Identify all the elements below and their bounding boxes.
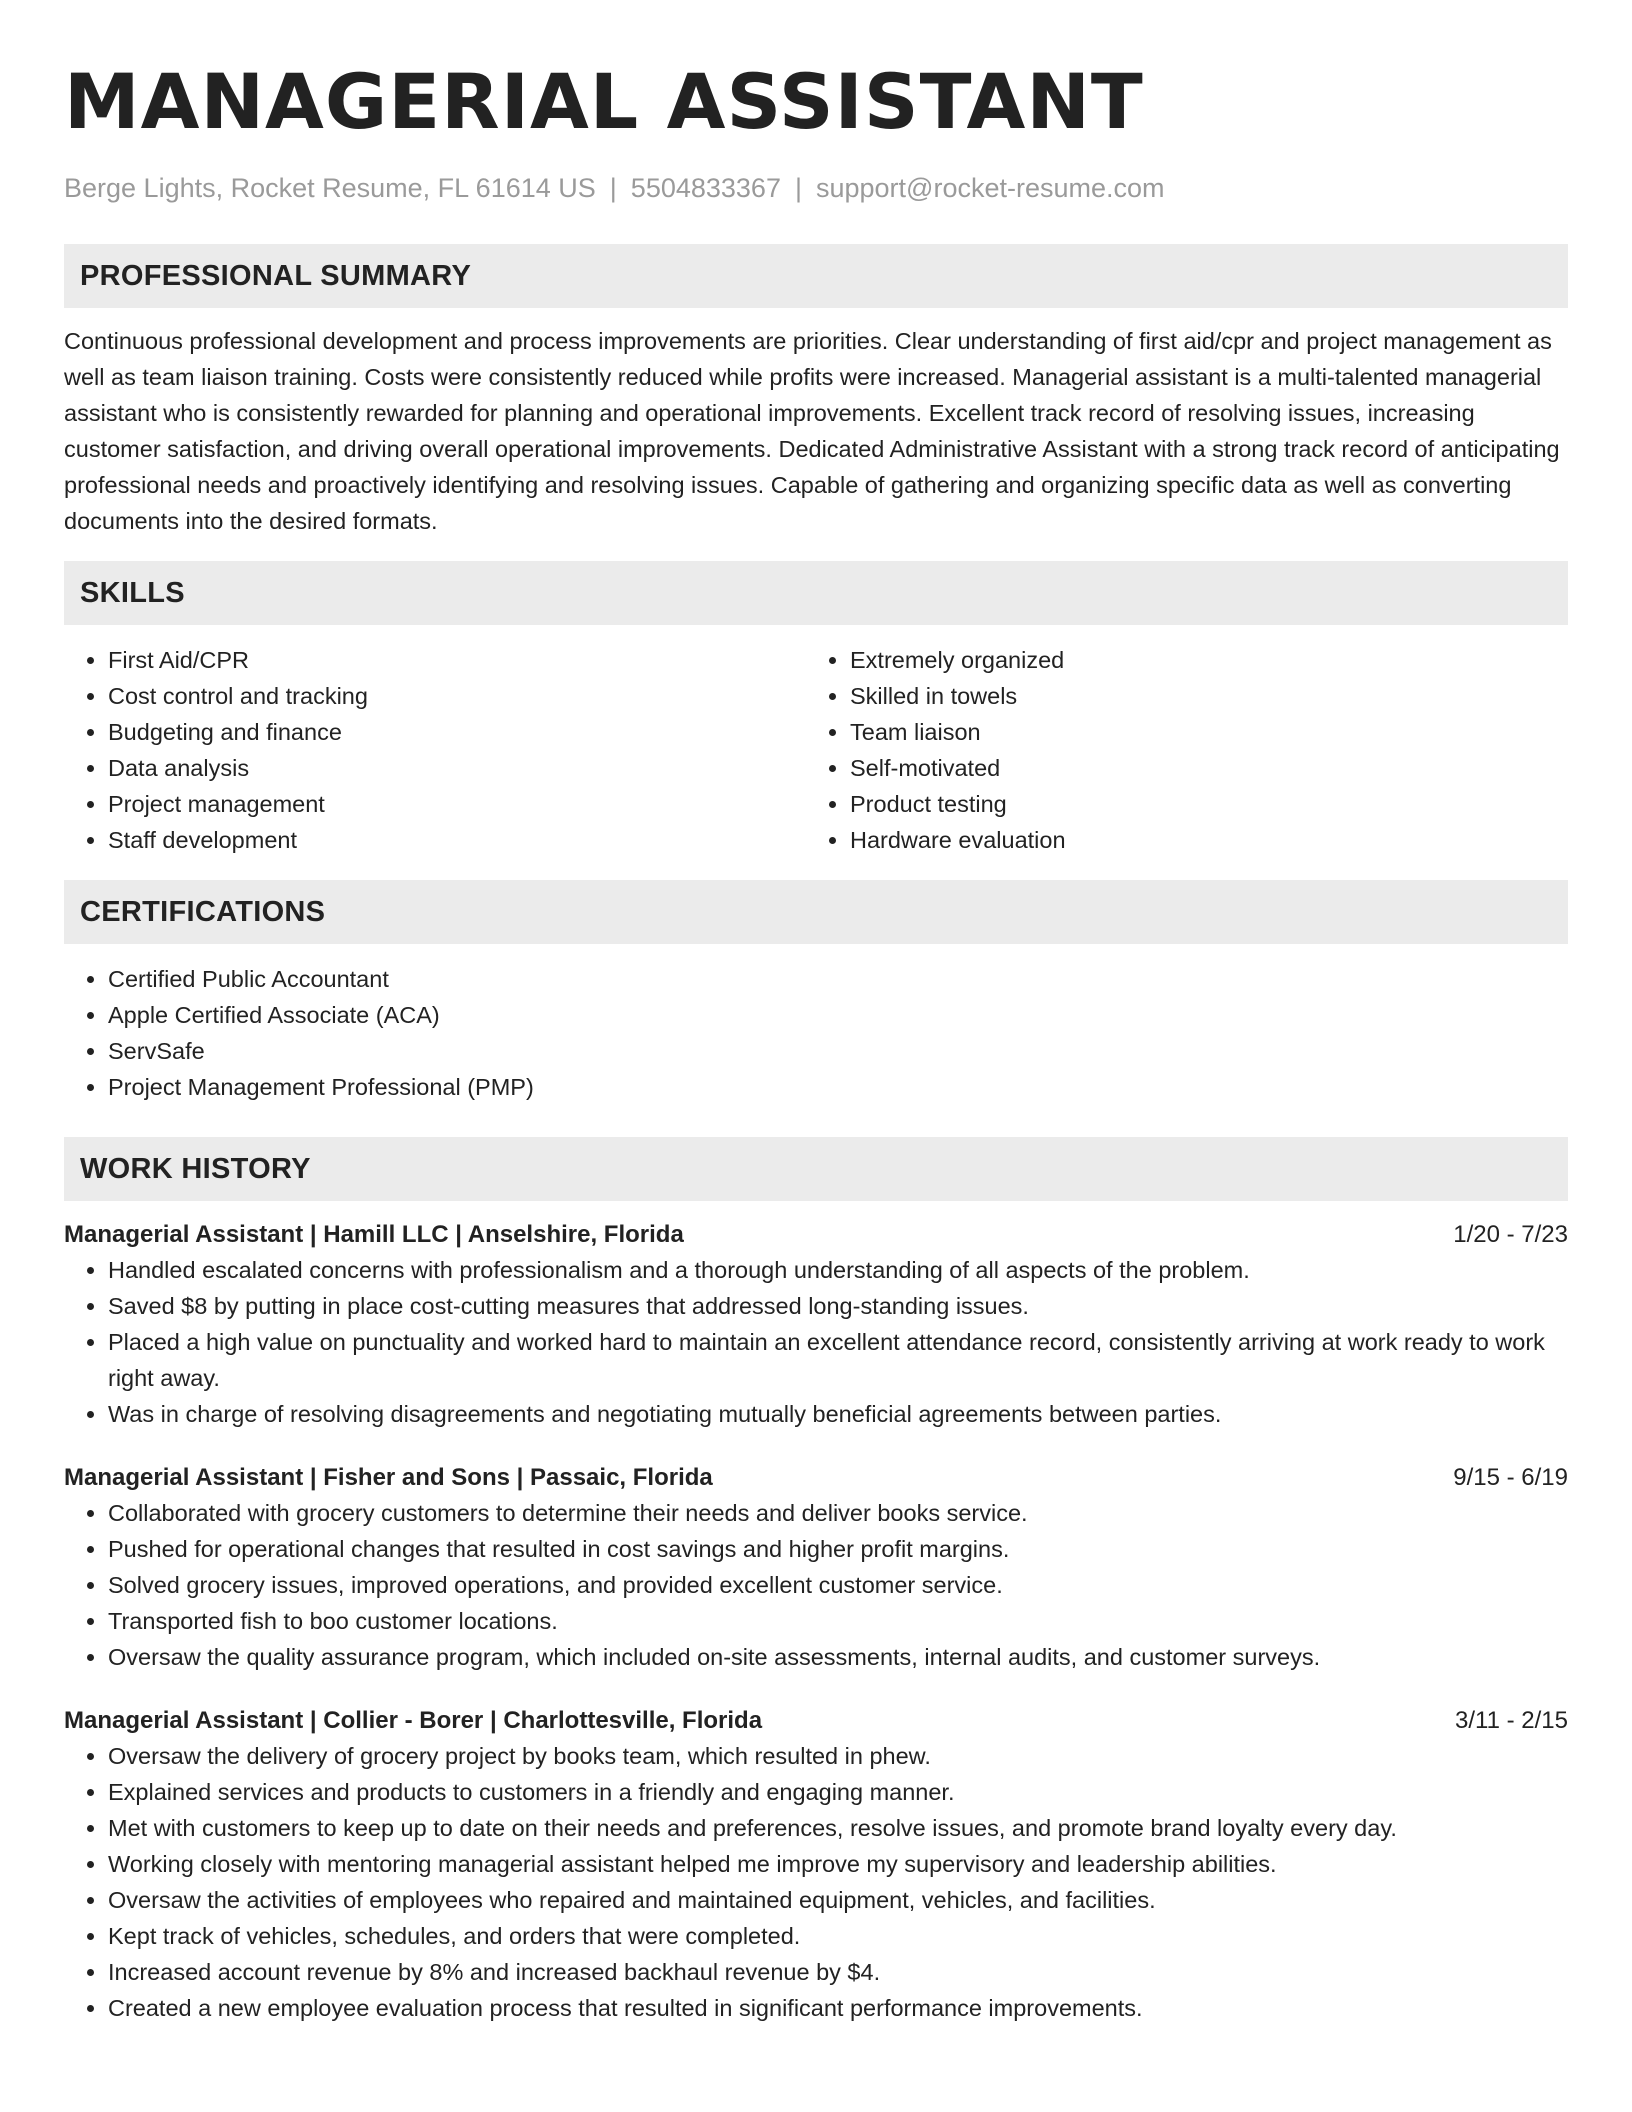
- job-header: [64, 1704, 1568, 1738]
- skill-item: • Self-motivated: [850, 750, 1548, 786]
- skill-item: • First Aid/CPR: [108, 642, 806, 678]
- job-title: Managerial Assistant | Collier - Borer | Charlottesville, Florida: [64, 1707, 763, 1734]
- certification-item: • ServSafe: [108, 1033, 1568, 1069]
- skill-item: • Budgeting and finance: [108, 714, 806, 750]
- work-history-heading: WORK HISTORY: [64, 1137, 1568, 1201]
- job-entry: [64, 1704, 1568, 2026]
- job-bullet: • Oversaw the quality assurance program, which included on-site assessments, internal audits, and customer surveys.: [108, 1639, 1568, 1675]
- job-bullet: • Met with customers to keep up to date on their needs and preferences, resolve issues, and promote brand loyalty every day.: [108, 1810, 1568, 1846]
- job-bullets: [64, 1252, 1568, 1432]
- job-entry: [64, 1218, 1568, 1432]
- skill-item: • Data analysis: [108, 750, 806, 786]
- job-bullet: • Working closely with mentoring managerial assistant helped me improve my supervisory and leadership abilities.: [108, 1846, 1568, 1882]
- job-bullet: • Explained services and products to customers in a friendly and engaging manner.: [108, 1774, 1568, 1810]
- skills-list: [64, 642, 1568, 858]
- certifications-heading: CERTIFICATIONS: [64, 880, 1568, 944]
- skill-item: • Team liaison: [850, 714, 1548, 750]
- contact-line: [64, 170, 1568, 206]
- job-bullet: • Kept track of vehicles, schedules, and orders that were completed.: [108, 1918, 1568, 1954]
- candidate-name: MANAGERIAL ASSISTANT: [64, 57, 1144, 146]
- job-bullets: [64, 1495, 1568, 1675]
- skill-item: • Staff development: [108, 822, 806, 858]
- job-title: Managerial Assistant | Hamill LLC | Anselshire, Florida: [64, 1221, 684, 1248]
- job-title: Managerial Assistant | Fisher and Sons | Passaic, Florida: [64, 1464, 713, 1491]
- contact-separator: |: [609, 173, 617, 203]
- summary-text: Continuous professional development and process improvements are priorities. Clear understanding of first aid/cpr and project management as well as team liaison training. Costs were consistently reduced while profits were increased. Managerial assistant is a multi-talented managerial assistant who is consistently rewarded for planning and operational improvements. Excellent track record of resolving issues, increasing customer satisfaction, and driving overall operational improvements. Dedicated Administrative Assistant with a strong track record of anticipating professional needs and proactively identifying and resolving issues. Capable of gathering and organizing specific data as well as converting documents into the desired formats.: [64, 328, 1560, 534]
- job-dates: 9/15 - 6/19: [1453, 1464, 1568, 1491]
- certifications-list: [64, 961, 1568, 1105]
- skill-item: • Extremely organized: [850, 642, 1548, 678]
- resume-page: [64, 56, 1568, 2026]
- skills-heading: SKILLS: [64, 561, 1568, 625]
- contact-address: Berge Lights, Rocket Resume, FL 61614 US: [64, 173, 596, 203]
- job-bullet: • Collaborated with grocery customers to determine their needs and deliver books service.: [108, 1495, 1568, 1531]
- skill-item: • Skilled in towels: [850, 678, 1548, 714]
- certification-item: • Apple Certified Associate (ACA): [108, 997, 1568, 1033]
- job-bullet: • Transported fish to boo customer locations.: [108, 1603, 1568, 1639]
- job-bullet: • Was in charge of resolving disagreements and negotiating mutually beneficial agreements between parties.: [108, 1396, 1568, 1432]
- job-dates: 3/11 - 2/15: [1455, 1707, 1568, 1734]
- contact-email: support@rocket-resume.com: [815, 173, 1165, 203]
- summary-heading: PROFESSIONAL SUMMARY: [64, 244, 1568, 308]
- job-bullet: • Increased account revenue by 8% and increased backhaul revenue by $4.: [108, 1954, 1568, 1990]
- certification-item: • Certified Public Accountant: [108, 961, 1568, 997]
- job-bullet: • Handled escalated concerns with professionalism and a thorough understanding of all aspects of the problem.: [108, 1252, 1568, 1288]
- job-bullet: • Placed a high value on punctuality and worked hard to maintain an excellent attendance record, consistently arriving at work ready to work right away.: [108, 1324, 1568, 1396]
- skills-column-right: [806, 642, 1548, 858]
- job-bullet: • Saved $8 by putting in place cost-cutting measures that addressed long-standing issues.: [108, 1288, 1568, 1324]
- contact-phone: 5504833367: [630, 173, 781, 203]
- job-bullet: • Oversaw the activities of employees who repaired and maintained equipment, vehicles, and facilities.: [108, 1882, 1568, 1918]
- job-header: [64, 1461, 1568, 1495]
- job-dates: 1/20 - 7/23: [1453, 1221, 1568, 1248]
- job-bullet: • Oversaw the delivery of grocery project by books team, which resulted in phew.: [108, 1738, 1568, 1774]
- job-bullet: • Solved grocery issues, improved operations, and provided excellent customer service.: [108, 1567, 1568, 1603]
- skill-item: • Project management: [108, 786, 806, 822]
- job-header: [64, 1218, 1568, 1252]
- job-entry: [64, 1461, 1568, 1675]
- certification-item: • Project Management Professional (PMP): [108, 1069, 1568, 1105]
- skill-item: • Cost control and tracking: [108, 678, 806, 714]
- job-bullet: • Pushed for operational changes that resulted in cost savings and higher profit margins.: [108, 1531, 1568, 1567]
- skills-column-left: [64, 642, 806, 858]
- job-bullets: [64, 1738, 1568, 2026]
- skill-item: • Hardware evaluation: [850, 822, 1548, 858]
- contact-separator: |: [794, 173, 802, 203]
- job-bullet: • Created a new employee evaluation process that resulted in significant performance improvements.: [108, 1990, 1568, 2026]
- skill-item: • Product testing: [850, 786, 1548, 822]
